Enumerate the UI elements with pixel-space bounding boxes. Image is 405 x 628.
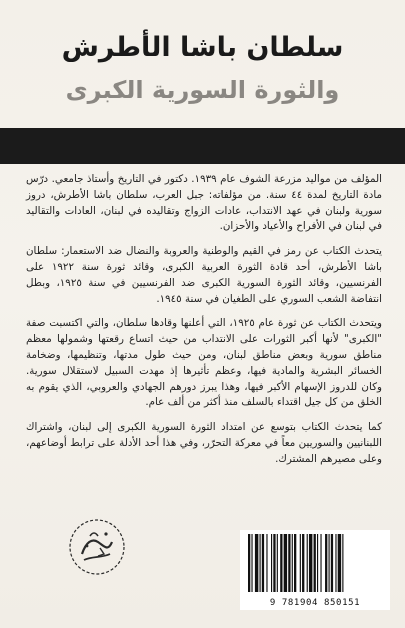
- title-block: [0, 28, 405, 108]
- barcode-bar: [307, 534, 308, 592]
- barcode-bar: [338, 534, 341, 592]
- barcode-bar: [320, 534, 321, 592]
- author-paragraph: المؤلف من مواليد مزرعة الشوف عام ١٩٣٩. دكتور في التاريخ وأستاذ جامعي. درّس مادة التاريخ لمدة ٤٤ سنة. من مؤلفاته: جبل العرب، سلطان باشا الأطرش، دروز سورية ولبنان في عهد الانتداب، عادات الزواج وتقاليده في لبنان، العادات والتقاليد في لبنان في الأفراح والأعياد والأحزان.: [26, 173, 382, 233]
- barcode-bar: [317, 534, 318, 592]
- book-title: سلطان باشا الأطرش: [61, 32, 344, 63]
- barcode-bar: [273, 534, 275, 592]
- barcode-bar: [262, 534, 264, 592]
- barcode-bar: [277, 534, 278, 592]
- barcode-bar: [325, 534, 327, 592]
- barcode-bar: [266, 534, 267, 592]
- summary-paragraph-3: كما يتحدث الكتاب بتوسع عن امتداد الثورة السورية الكبرى إلى لبنان، واشتراك اللبنانيين والسوريين معاً في معركة التحرّر، وفي هذا أحد الأدلة على ترابط أوضاعهم، وعلى مصيرهم المشترك.: [26, 421, 382, 465]
- barcode-bar: [288, 534, 290, 592]
- barcode-bar: [271, 534, 272, 592]
- barcode-bar: [294, 534, 296, 592]
- book-subtitle: والثورة السورية الكبرى: [65, 76, 340, 104]
- barcode-bar: [329, 534, 330, 592]
- summary-paragraph-2: ويتحدث الكتاب عن ثورة عام ١٩٢٥، التي أعلنها وقادها سلطان، والتي اكتسبت صفة "الكبرى" لأنها أكبر الثورات على الانتداب من حيث اتساع رقعتها وشمولها معظم مناطق سورية وبعض مناطق لبنان، ومن حيث طول مدتها، وتنظيمها، وضخامة الخسائر البشرية والمادية فيها، وعظم تأثيرها إذ مهدت السبيل لاستقلال سورية. وكان للدروز الإسهام الأكبر فيها، وهذا يبرز دورهم الجهادي والعروبي، الذي يقوم به الخلق من كل جيل اقتداء بالسلف منذ أكثر من ألف عام.: [26, 317, 382, 409]
- barcode-bar: [280, 534, 282, 592]
- barcode-bar: [331, 534, 333, 592]
- barcode-bar: [300, 534, 301, 592]
- blurb-text: [26, 172, 382, 477]
- barcode-bar: [309, 534, 312, 592]
- barcode-bar: [284, 534, 287, 592]
- summary-paragraph-1: يتحدث الكتاب عن رمز في القيم والوطنية والعروبة والنضال ضد الاستعمار: سلطان باشا الأطرش، أحد قادة الثورة العربية الكبرى، وقائد ثورة سنة ١٩٢٢ على الفرنسيين، وقائد الثورة السورية الكبرى ضد الفرنسيين في سنة ١٩٢٥، وبطل انتفاضة الشعب السوري على الطغيان في سنة ١٩٤٥.: [26, 245, 382, 305]
- barcode-bar: [251, 534, 252, 592]
- black-band: [0, 128, 405, 164]
- barcode-bar: [260, 534, 261, 592]
- barcode-bar: [335, 534, 336, 592]
- isbn-barcode: [240, 530, 390, 610]
- barcode-bar: [314, 534, 316, 592]
- isbn-digits: 9 781904 850151: [269, 598, 361, 608]
- barcode-bar: [342, 534, 343, 592]
- barcode-bar: [248, 534, 250, 592]
- publisher-logo-icon: [62, 512, 132, 582]
- barcode-bar: [302, 534, 304, 592]
- barcode-bar: [255, 534, 258, 592]
- barcode-bar: [292, 534, 293, 592]
